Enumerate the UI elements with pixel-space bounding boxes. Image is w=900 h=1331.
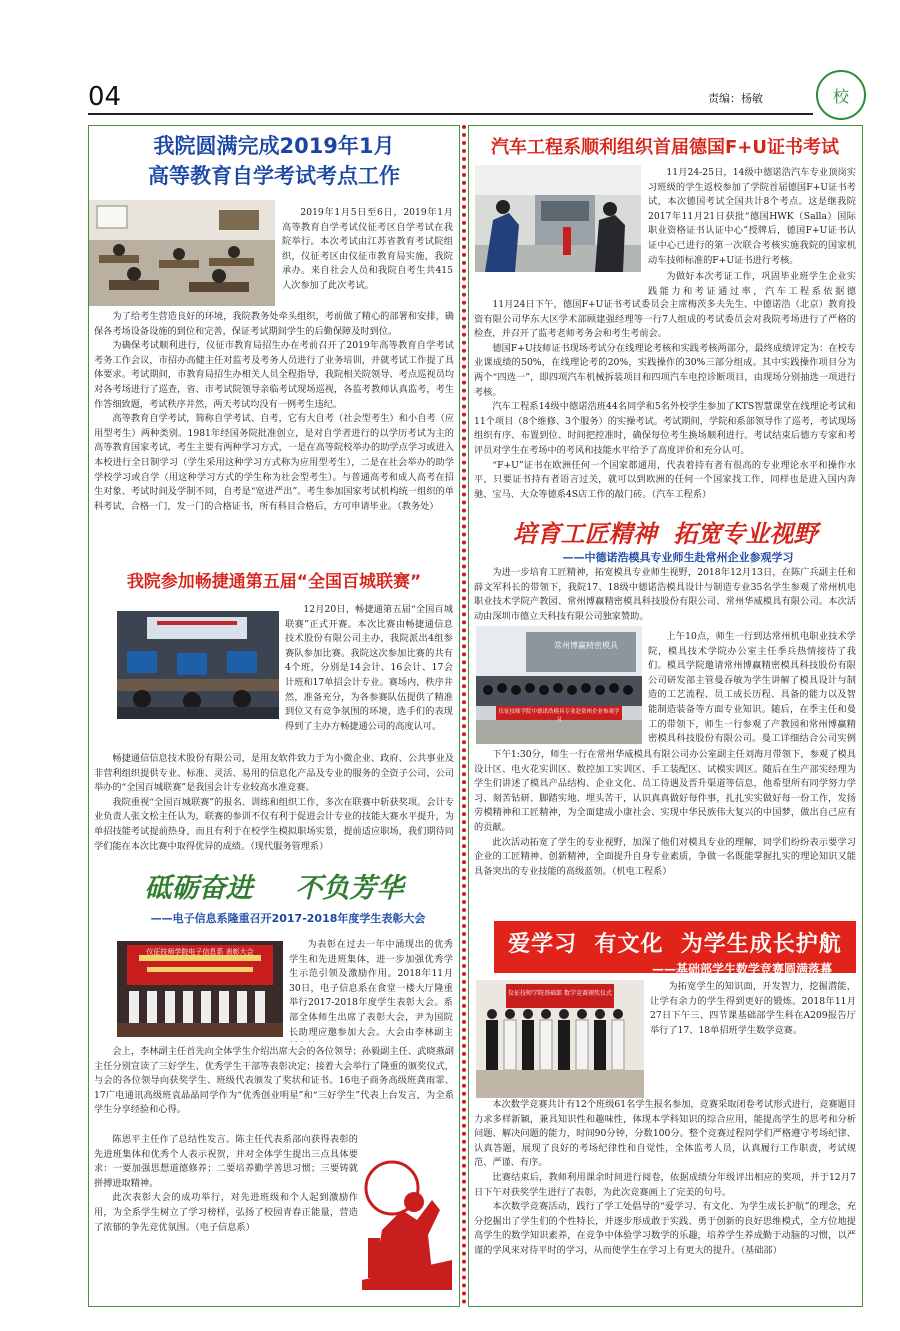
article4-paragraph: “F+U”证书在欧洲任何一个国家都通用，代表着持有者有很高的专业理论水平和操作水平，只要证书持有者语言过关，就可以到欧洲的任何一个国家找工作，同样也是进入国内奔驰、宝马、大众等德系4S店工作的敲门砖。（汽车工程系） bbox=[474, 459, 856, 500]
competition-photo bbox=[117, 611, 279, 719]
math-photo-caption: 仪征技师学院基础部 数学竞赛颁奖仪式 bbox=[508, 990, 612, 997]
logo-glyph: 校 bbox=[832, 86, 849, 106]
article1-intro: 2019年1月5日至6日，2019年1月高等教育自学考试仪征考区自学考试在我院举行。本次考试由江苏省教育考试院组织，仪征考区由仪征市教育局实施，我院承办。来自社会人员和我院自考生共415人次参加了此次考试。 bbox=[282, 207, 453, 291]
article2-paragraph: 我院重视“全国百城联赛”的报名、训练和组织工作，多次在联赛中斩获奖项。会计专业负责人张文松主任认为，联赛的参训不仅有利于促进会计专业的技能大赛水平提升，为单招技能考试提前热身，而且有利于在校学生模拟职场实景，提前适应职场，我们期待同学们能在本次比赛中取得优异的成绩。（现代服务管理系） bbox=[94, 796, 454, 852]
article5-title: 培育工匠精神 拓宽专业视野 bbox=[512, 519, 818, 548]
article5-paragraph: 下午1:30分，师生一行在常州华威模具有限公司办公室副主任刘海月带领下，参观了模具设计区、电火花实训区、数控加工实训区、手工装配区、试模实训区。随后在生产部实经理为学生们讲述了模具产品结构、企业文化、员工待遇及晋升渠道等信息，他希望所有同学努力学习、刻苦钻研、脚踏实地、埋头苦干，认识真真做好每件事，扎扎实实做好每一份工作，发扬劳模精神和工匠精神，为全面建成小康社会、实现中华民族伟大复兴的中国梦，做出自己应有的贡献。 bbox=[474, 749, 856, 833]
article3-body-narrow bbox=[94, 1133, 358, 1269]
page-number: 04 bbox=[88, 82, 122, 112]
article3-body bbox=[94, 1045, 454, 1133]
exam-room-photo bbox=[89, 200, 275, 306]
factory-visit-photo bbox=[476, 626, 642, 744]
article2-intro: 12月20日，畅捷通第五届“全国百城联赛”正式开赛。本次比赛由畅捷通信息技术股份有限公司主办，我院派出4组参赛队参加比赛。我院这次参加比赛的共有4个班，分别是14会计、16会计、17会计班和17单招会计专业。赛场内，秩序井然，准备充分，为各参赛队伍提供了精准到位又有竞争氛围的环境，选手们的表现得到了主办方畅捷通公司的高度认可。 bbox=[285, 604, 453, 732]
article4-paragraph: 11月24日下午，德国F+U证书考试委员会主席梅茨多夫先生、中德诺浩（北京）教育投资有限公司华东大区学术部顾建强经理等一行7人组成的考试委员会对我院考场进行了严格的检查，并召开了监考老师考务会和考生考前会。 bbox=[474, 299, 856, 340]
auto-exam-photo bbox=[475, 165, 641, 272]
article3-subtitle: ——电子信息系隆重召开2017-2018年度学生表彰大会 bbox=[150, 912, 426, 925]
article3-paragraph: 此次表彰大会的成功举行，对先进班级和个人起到激励作用，为全系学生树立了学习榜样，弘扬了校园青春正能量，营造了浓郁的争先竞优氛围。（电子信息系） bbox=[94, 1192, 358, 1233]
editor-credit: 责编：杨敏 bbox=[708, 92, 763, 105]
article2-paragraph: 畅捷通信信息技术股份有限公司，是用友软件致力于为小微企业、政府、公共事业及非营利组织提供专业、标准、灵活、易用的信息化产品及专业的服务的全资子公司，公司举办的“全国百城联赛”是我国会计专业较高水准竞赛。 bbox=[94, 753, 454, 794]
article6-banner-title: 爱学习 有文化 为学生成长护航 bbox=[508, 932, 842, 957]
math-contest-photo bbox=[476, 980, 644, 1098]
article5-intro: 为进一步培育工匠精神，拓宽模具专业师生视野，2018年12月13日，在陈广兵副主任和薛文军科长的带领下，我院17、18级中德诺浩模具设计与制造专业35名学生参观了常州机电职业技术学院产教园、常州博赢精密模具科技股份有限公司、常州华威模具有限公司。本次活动由深圳市德立天科技有限公司独家赞助。 bbox=[474, 567, 856, 622]
article6-banner bbox=[494, 921, 856, 976]
article1-paragraph: 为了给考生营造良好的环境，我院教务处牵头组织，考前做了精心的部署和安排，确保各考场设备设施的到位和完善，保证考试期间学生的后勤保障及时到位。 bbox=[94, 311, 454, 337]
header-rule bbox=[88, 113, 813, 115]
article4-body bbox=[474, 298, 856, 504]
article5-body-side bbox=[648, 630, 856, 748]
article6-paragraph: 本次数学竞赛共计有12个班级61名学生报名参加，竞赛采取闭卷考试形式进行，竞赛题目力求多样新颖，兼具知识性和趣味性，体现本学科知识的综合应用，能提高学生的思考和分析问题、解决问题的能力，时间90分钟，分数100分。整个竞赛过程同学们严格遵守考场纪律、认真答题，展现了良好的考场纪律性和自觉性，全体监考人员，认真履行工作职责，考试规范、严谨、有序。 bbox=[474, 1099, 856, 1169]
article5-subtitle: ——中德诺浩模具专业师生赴常州企业参观学习 bbox=[562, 551, 794, 564]
article1-paragraph: 高等教育自学考试，简称自学考试、自考，它有大自考（社会型考生）和小自考（应用型考生）两种类别。1981年经国务院批准创立，是对自学者进行的以学历考试为主的高等教育国家考试，考生主要有两种学习方式，一是在高等院校举办的助学点学习或进入本校进行全日制学习（学生采用这种学习方式称为应用型考生），二是在社会举办的助学学校学习或自学（用这种学习方式的学生称为社会型考生）。与普通高考和成人高考在招生对象、考试时间及学制不同，自考是“宽进严出”。考生参加国家考试机构统一组织的单科考试，合格一门，发一门的合格证书，所有科目合格后，方可申请毕业。（教务处） bbox=[94, 413, 454, 512]
article1-title-line1: 我院圆满完成2019年1月 bbox=[153, 134, 395, 158]
school-logo-icon bbox=[816, 70, 866, 120]
article3-paragraph: 会上，李林副主任首先向全体学生介绍出席大会的各位领导；孙毅副主任、武晓燕副主任分别宣读了三好学生、优秀学生干部等表彰决定；接着大会举行了隆重的颁奖仪式，与会的各位领导向获奖学生、班级代表颁发了奖状和证书。16电子商务高级班龚雨霏、17广电通讯高级班袁晶晶同学作为“优秀创业明星”和“三好学生”代表上台发言，为全系学生分享经验和心得。 bbox=[94, 1046, 454, 1116]
math-award-image bbox=[476, 980, 644, 1098]
article3-paragraph: 陈恩平主任作了总结性发言。陈主任代表系部向获得表彰的先进班集体和优秀个人表示祝贺，并对全体学生提出三点具体要求：一要加强思想道德修养；二要培养勤学善思习惯；三要铸就拼搏进取精神。 bbox=[94, 1134, 358, 1189]
exam-room-image bbox=[89, 200, 275, 306]
article3-title bbox=[94, 866, 454, 905]
article4-paragraph: 汽车工程系14级中德诺浩班44名同学和5名外校学生参加了KTS智慧课堂在线理论考试和11个项目（8个维修、3个服务）的实操考试。考试期间，学院和系部领导作了巡考，考试现场组织有序、布置到位、时间把控准时，确保每位考生换场顺利进行。考试结束后德方专家和考评员对学生在考场中的考风和技能水平给予了高度评价和充分认可。 bbox=[474, 401, 856, 456]
factory-sign-text: 常州博赢精密模具 bbox=[554, 641, 618, 650]
article1-title-line2: 高等教育自学考试考点工作 bbox=[148, 164, 400, 188]
article4-body-top bbox=[648, 270, 856, 300]
article4-paragraph: 为做好本次考证工作，巩固毕业班学生企业实践能力和考证通过率，汽车工程系依据德 bbox=[648, 271, 856, 297]
article4-paragraph: 德国F+U技师证书现场考试分在线理论考核和实践考核两部分，最终成绩评定为：在校专业课成绩的50%，在线理论考的20%，实践操作的30%三部分组成。其中实践操作项目分为两个“四选一”，即四项汽车机械拆装项目和四项汽车电控诊断项目，由现场分别抽选一项进行考核。 bbox=[474, 342, 856, 398]
article4-intro: 11月24-25日，14级中德诺浩汽车专业顶岗实习班级的学生返校参加了学院首届德国F+U证书考试，本次德国考试全国共计8个考点。这是继我院2017年11月21日获批“德国HWK（Salla）国际职业资格证书认证中心”授牌后，德国F+U证书认证中心已进行的第一次联合考核实施我院的国家机动车技师标准的F+U证书进行考核。 bbox=[648, 167, 856, 266]
article2-body bbox=[94, 752, 454, 856]
factory-photo-caption: 仪征技师学院中德诺浩模具专业赴常州企业参观学习 bbox=[498, 709, 620, 723]
article5-paragraph: 此次活动拓宽了学生的专业视野，加深了他们对模具专业的理解，同学们纷纷表示要学习企业的工匠精神、创新精神，全面提升自身专业素质，争做一名既能掌握扎实的理论知识又能具备突出的专业技能的高级蓝领。（机电工程系） bbox=[474, 836, 856, 877]
article6-banner-subtitle: ——基础部学生数学竞赛圆满落幕 bbox=[651, 962, 832, 976]
article6-paragraph: 本次数学竞赛活动，践行了学工处倡导的“爱学习、有文化、为学生成长护航”的理念，充分挖掘出了学生们的个性特长，并逐步形成敢于实践、勇于创新的良好思维模式，全方位地提高学生的数学知识素养，在竞争中体验学习数学的乐趣，培养学生养成勤于动脑的习惯，以严谨的学风来对待平时的学习，从而使学生在学习上有更大的提升。（基础部） bbox=[474, 1201, 856, 1256]
article6-intro: 为拓宽学生的知识面，开发智力，挖掘潜能，让学有余力的学生得到更好的锻炼。2018年11月27日下午三、四节课基础部学生科在A209报告厅举行了17、18单招班学生数学竞赛。 bbox=[650, 981, 856, 1036]
article3-title-part-a: 砥砺奋进 bbox=[144, 873, 253, 904]
article1-paragraph: 为确保考试顺利进行，仪征市教育局招生办在考前召开了2019年高等教育自学考试考务工作会议，市招办高健主任对监考及考务人员进行了业务培训，并就考试工作提了具体要求。考试期间，市教育局招生办相关人员全程指导，我院相关院领导、考点巡视员均对各考场进行了巡查，省、市考试院领导亲临考试现场巡视，各监考教师认真监考，考生作答细致题，考试秩序井然，两天考试均没有一例考生违纪。 bbox=[94, 340, 454, 410]
article6-body bbox=[474, 1098, 856, 1294]
column-divider bbox=[462, 125, 466, 1305]
worker-poster-illustration bbox=[362, 1140, 452, 1290]
awards-ceremony-photo bbox=[117, 941, 283, 1037]
ceremony-photo-caption: 仪征技师学院电子信息系 表彰大会 bbox=[146, 948, 254, 956]
article3-title-part-b: 不负芳华 bbox=[295, 873, 404, 904]
article6-paragraph: 比赛结束后，教师利用课余时间进行阅卷，依据成绩分年级评出相应的奖项，并于12月7日下午对获奖学生进行了表彰，为此次竞赛画上了完美的句号。 bbox=[474, 1171, 856, 1198]
article4-title: 汽车工程系顺利组织首届德国F+U证书考试 bbox=[491, 137, 839, 158]
article2-title: 我院参加畅捷通第五届“全国百城联赛” bbox=[126, 572, 422, 592]
worker-poster-icon bbox=[362, 1140, 452, 1290]
article5-body bbox=[474, 748, 856, 908]
auto-workshop-image bbox=[475, 165, 641, 272]
article5-paragraph: 上午10点，师生一行到达常州机电职业技术学院，模具技术学院办公室主任季兵热情接待了我们。模具学院邀请常州博赢精密模具科技股份有限公司研发部主管曼吞敏为学生讲解了模具设计与制造的工艺流程、员工成长历程、具备的能力以及智能制造装备等方面专业知识。随后，在季主任和曼工的带领下，师生一行参观了产教园和常州博赢精密模具科技股份有限公司。曼工详细结合公司实例 bbox=[648, 631, 856, 745]
computer-lab-image bbox=[117, 611, 279, 719]
article3-intro: 为表彰在过去一年中涌现出的优秀学生和先进班集体，进一步加强优秀学生示范引领及激励作用。2018年11月30日，电子信息系在食堂一楼大厅隆重举行2017-2018年度学生表彰大会。系部全体师生出席了表彰大会，尹为国院长助理应邀参加大会。大会由李林副主 bbox=[289, 939, 453, 1038]
article1-body bbox=[94, 310, 454, 560]
